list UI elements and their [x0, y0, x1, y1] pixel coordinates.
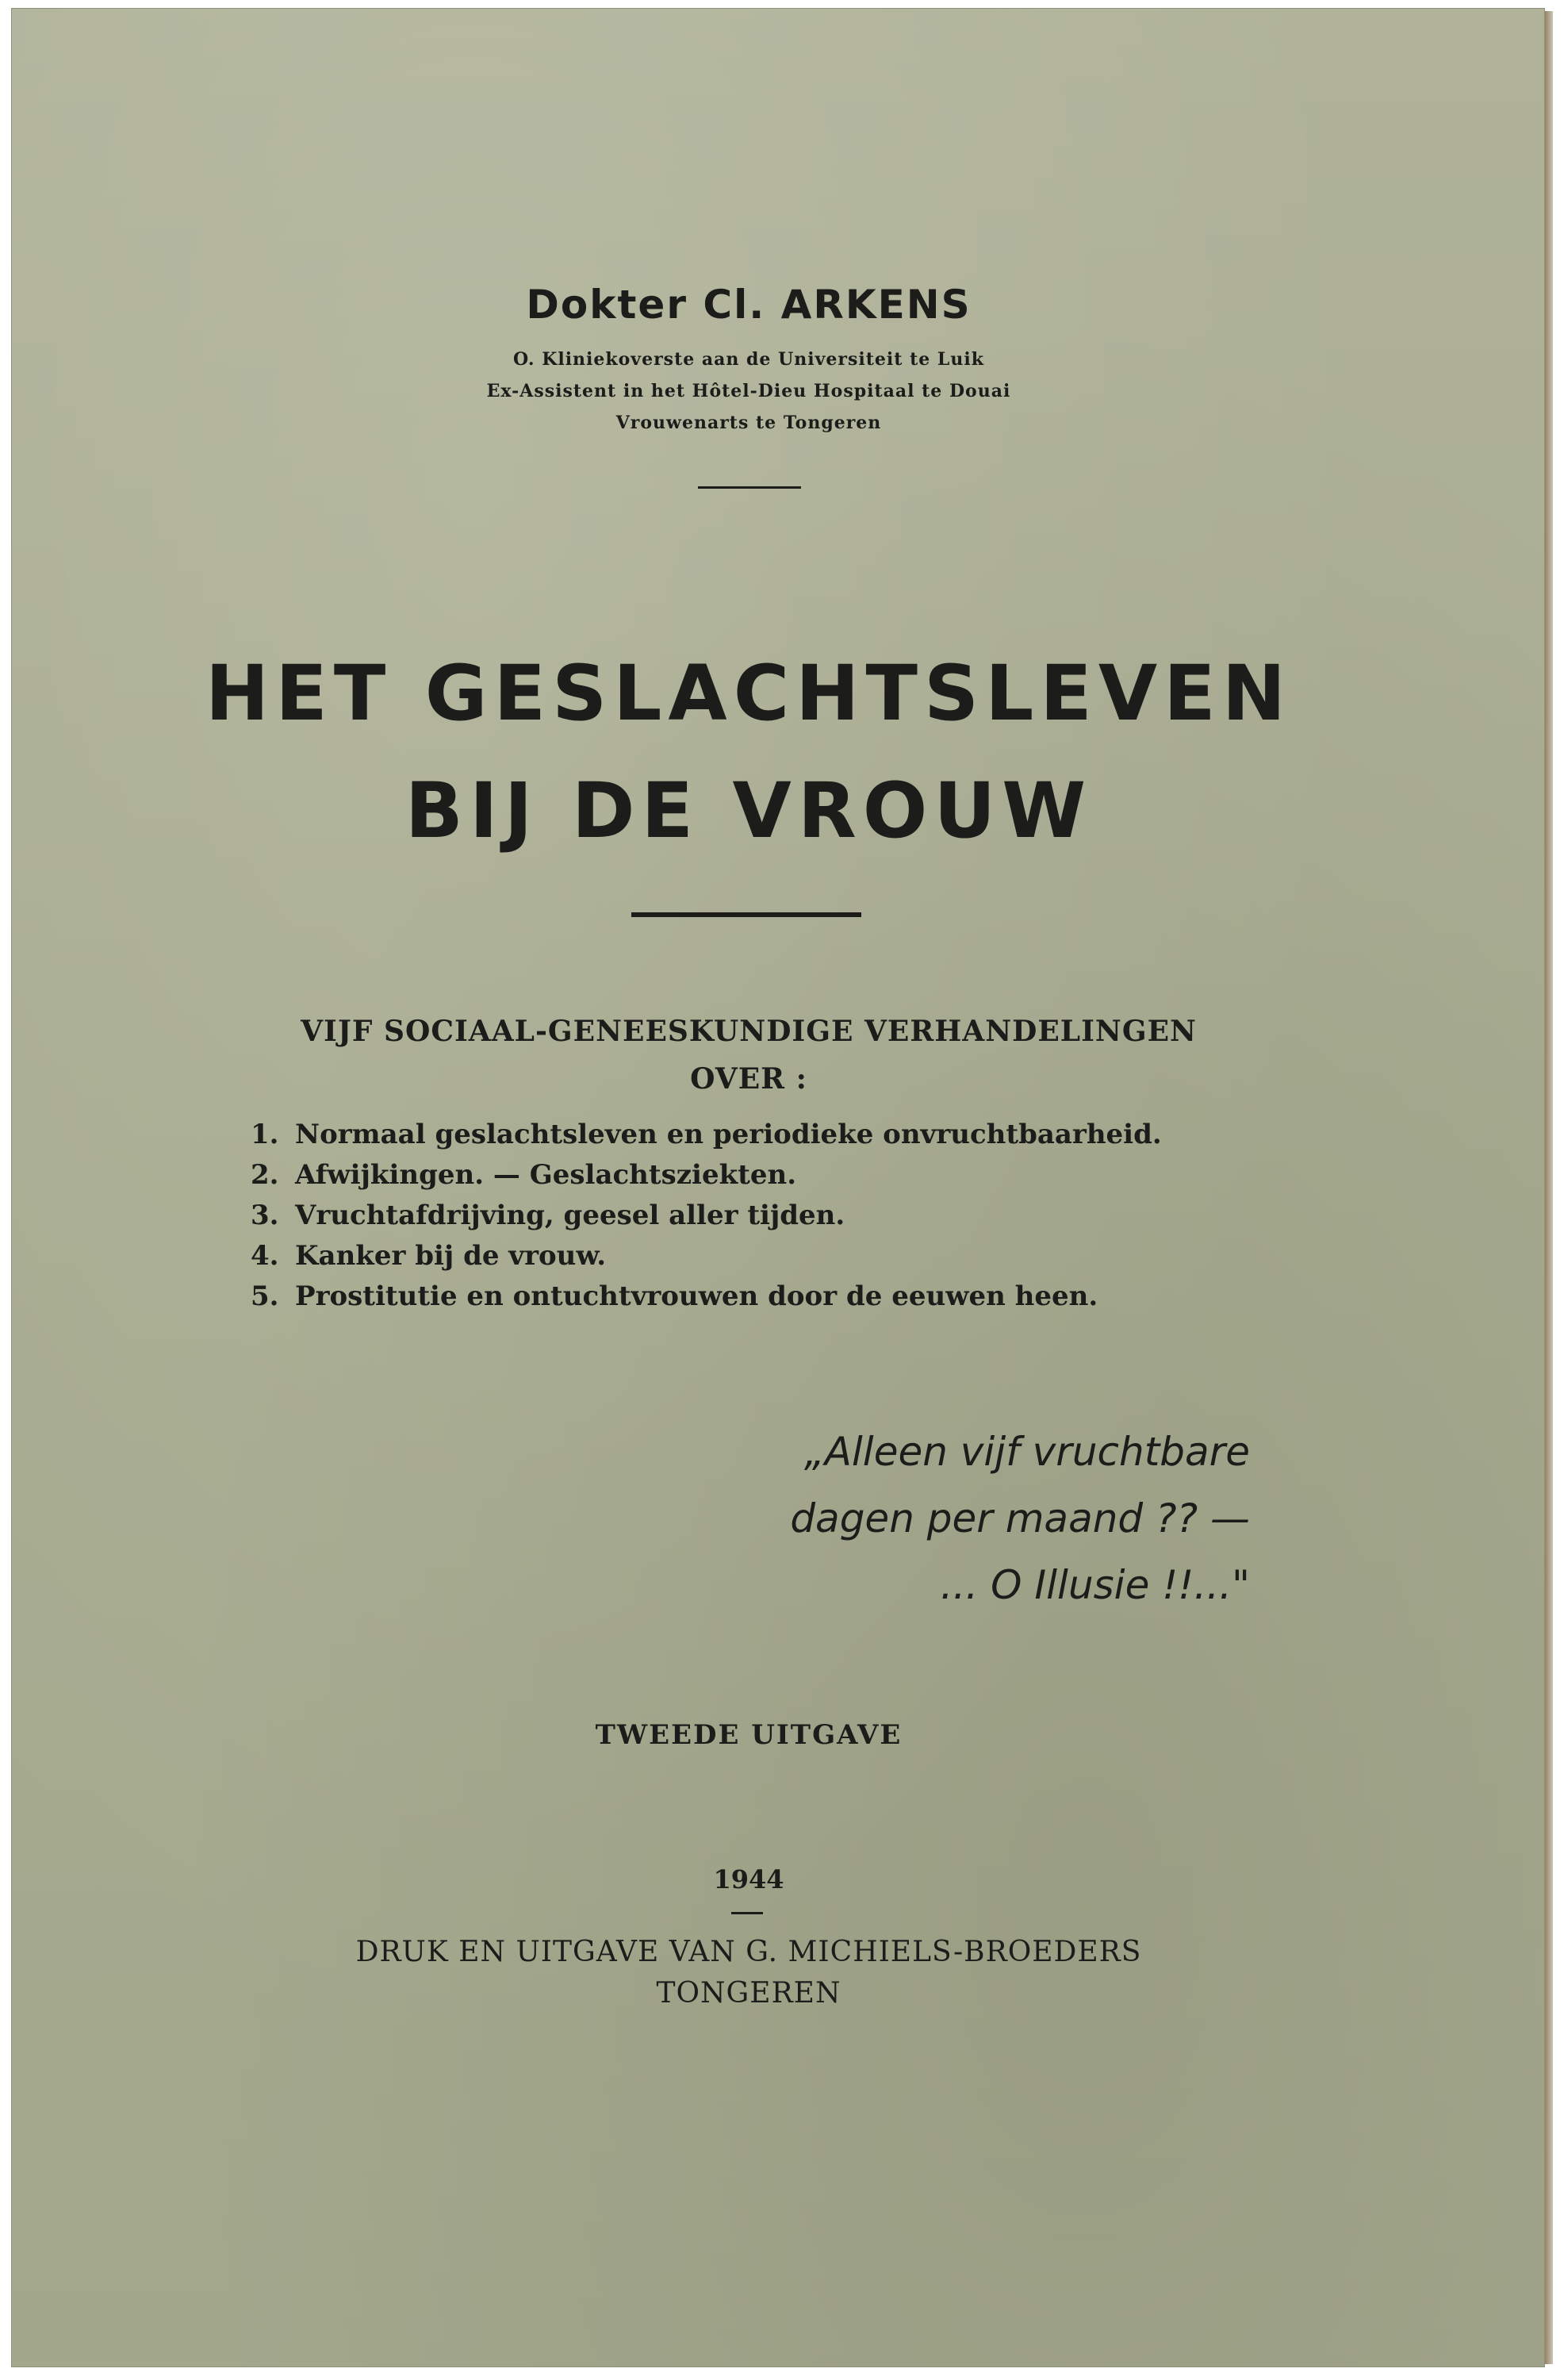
- publisher-line: TONGEREN: [656, 1977, 841, 2010]
- subtitle-line: OVER :: [690, 1062, 807, 1096]
- topic-number: 5.: [251, 1280, 279, 1312]
- title-divider: [631, 912, 861, 917]
- topic-text: Normaal geslachtsleven en periodieke onvruchtbaarheid.: [295, 1119, 1162, 1150]
- title-line: BIJ DE VROUW: [404, 766, 1093, 855]
- quote-line: dagen per maand ?? —: [790, 1495, 1250, 1541]
- author-credentials: [11, 344, 1486, 439]
- year-divider: [731, 1912, 763, 1914]
- topic-number: 1.: [251, 1119, 279, 1150]
- quote-line: ... O Illusie !!...": [940, 1562, 1250, 1608]
- credential-line: Vrouwenarts te Tongeren: [615, 413, 882, 433]
- book-cover: [11, 8, 1545, 2367]
- publisher: [11, 1932, 1486, 2014]
- topic-text: Afwijkingen. — Geslachtsziekten.: [295, 1159, 797, 1191]
- cover-content: [11, 8, 1545, 2367]
- edition-label: TWEEDE UITGAVE: [595, 1719, 903, 1751]
- topic-text: Prostitutie en ontuchtvrouwen door de eeuwen heen.: [295, 1280, 1098, 1312]
- book-subtitle: [11, 1008, 1486, 1103]
- credential-line: O. Kliniekoverste aan de Universiteit te Luik: [513, 349, 984, 370]
- topic-item: [251, 1155, 1361, 1196]
- topic-number: 4.: [251, 1240, 279, 1272]
- publisher-line: DRUK EN UITGAVE VAN G. MICHIELS-BROEDERS: [355, 1936, 1142, 1968]
- topic-item: [251, 1115, 1361, 1155]
- subtitle-line: VIJF SOCIAAL-GENEESKUNDIGE VERHANDELINGEN: [301, 1015, 1197, 1048]
- topic-number: 3.: [251, 1200, 279, 1231]
- topic-item: [251, 1276, 1361, 1317]
- topic-item: [251, 1196, 1361, 1236]
- quote: [725, 1418, 1250, 1618]
- quote-line: „Alleen vijf vruchtbare: [803, 1429, 1250, 1475]
- author-name: Dokter Cl. ARKENS: [526, 282, 972, 328]
- topic-text: Vruchtafdrijving, geesel aller tijden.: [295, 1200, 845, 1231]
- publication-year: 1944: [713, 1864, 784, 1894]
- book-title: [11, 635, 1486, 869]
- topic-list: [251, 1115, 1361, 1317]
- topic-number: 2.: [251, 1159, 279, 1191]
- divider: [698, 486, 801, 489]
- topic-item: [251, 1236, 1361, 1276]
- topic-text: Kanker bij de vrouw.: [295, 1240, 607, 1272]
- title-line: HET GESLACHTSLEVEN: [205, 649, 1293, 738]
- credential-line: Ex-Assistent in het Hôtel-Dieu Hospitaal te Douai: [486, 381, 1011, 401]
